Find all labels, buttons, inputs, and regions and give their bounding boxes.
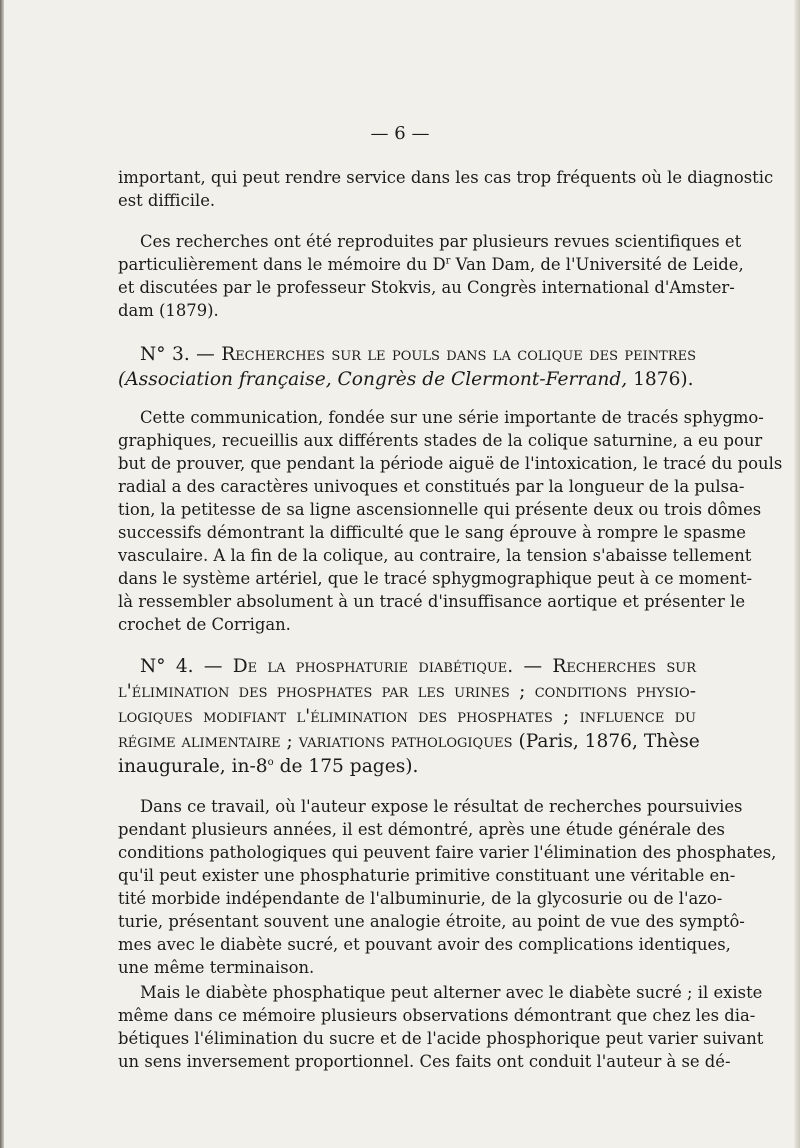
heading-source: (Association française, Congrès de Clermont-Ferrand,: [118, 369, 628, 390]
paragraph-1: [118, 166, 774, 212]
text-line: une même terminaison.: [118, 958, 315, 977]
section-heading-4: [118, 654, 700, 779]
heading-line: l'élimination des phosphates par les urines ; conditions physio-: [118, 681, 696, 702]
page-body: [118, 122, 783, 1073]
heading-line: inaugurale, in-8$^o$ de 175 pages).: [118, 756, 419, 777]
page-number: — 6 —: [370, 123, 430, 144]
text-line: conditions pathologiques qui peuvent faire varier l'élimination des phosphates,: [118, 843, 777, 862]
text-line: successifs démontrant la difficulté que le sang éprouve à rompre le spasme: [118, 523, 746, 542]
heading-title: — Recherches sur le pouls dans la colique des peintres: [196, 344, 696, 365]
text-line: et discutées par le professeur Stokvis, au Congrès international d'Amster-: [118, 278, 735, 297]
paragraph-4: [118, 795, 777, 979]
text-line: Mais le diabète phosphatique peut alterner avec le diabète sucré ; il existe: [140, 983, 763, 1002]
heading-number: N° 4.: [140, 656, 194, 677]
text-line: même dans ce mémoire plusieurs observations démontrant que chez les dia-: [118, 1006, 756, 1025]
text-line: dam (1879).: [118, 301, 219, 320]
text-line: tité morbide indépendante de l'albuminurie, de la glycosurie ou de l'azo-: [118, 889, 723, 908]
heading-line: régime alimentaire ; variations pathologiques (Paris, 1876, Thèse: [118, 731, 700, 752]
text-line: turie, présentant souvent une analogie étroite, au point de vue des symptô-: [118, 912, 745, 931]
text-line: Cette communication, fondée sur une série importante de tracés sphygmo-: [140, 408, 764, 427]
text-line: crochet de Corrigan.: [118, 615, 291, 634]
paragraph-3: [118, 406, 783, 636]
heading-line: logiques modifiant l'élimination des phosphates ; influence du: [118, 706, 696, 727]
text-line: particulièrement dans le mémoire du $D^r$ Van Dam, de l'Université de Leide,: [118, 255, 744, 274]
text-line: bétiques l'élimination du sucre et de l'acide phosphorique peut varier suivant: [118, 1029, 764, 1048]
heading-line: N° 4. — De la phosphaturie diabétique. — Recherches sur: [140, 656, 696, 677]
paragraph-5: [118, 981, 764, 1073]
heading-number: N° 3.: [140, 344, 190, 365]
text-line: est difficile.: [118, 191, 216, 210]
text-line: un sens inversement proportionnel. Ces faits ont conduit l'auteur à se dé-: [118, 1052, 731, 1071]
text-line: vasculaire. A la fin de la colique, au contraire, la tension s'abaisse tellement: [118, 546, 752, 565]
heading-year: 1876).: [627, 369, 694, 390]
text-line: dans le système artériel, que le tracé sphygmographique peut à ce moment-: [118, 569, 753, 588]
text-line: but de prouver, que pendant la période aiguë de l'intoxication, le tracé du pouls: [118, 454, 783, 473]
paragraph-2: [118, 230, 744, 322]
text-line: Ces recherches ont été reproduites par plusieurs revues scientifiques et: [140, 232, 742, 251]
text-line: tion, la petitesse de sa ligne ascensionnelle qui présente deux ou trois dômes: [118, 500, 762, 519]
heading-line: [118, 367, 696, 392]
text-line: graphiques, recueillis aux différents stades de la colique saturnine, a eu pour: [118, 431, 763, 450]
text-line: radial a des caractères univoques et constitués par la longueur de la pulsa-: [118, 477, 745, 496]
text-line: mes avec le diabète sucré, et pouvant avoir des complications identiques,: [118, 935, 731, 954]
text-line: Dans ce travail, où l'auteur expose le résultat de recherches poursuivies: [140, 797, 743, 816]
text-line: là ressembler absolument à un tracé d'insuffisance aortique et présenter le: [118, 592, 746, 611]
text-line: qu'il peut exister une phosphaturie primitive constituant une véritable en-: [118, 866, 736, 885]
heading-line: [118, 342, 696, 367]
section-heading-3: [118, 342, 696, 392]
text-line: pendant plusieurs années, il est démontré, après une étude générale des: [118, 820, 725, 839]
text-line: important, qui peut rendre service dans les cas trop fréquents où le diagnostic: [118, 168, 774, 187]
